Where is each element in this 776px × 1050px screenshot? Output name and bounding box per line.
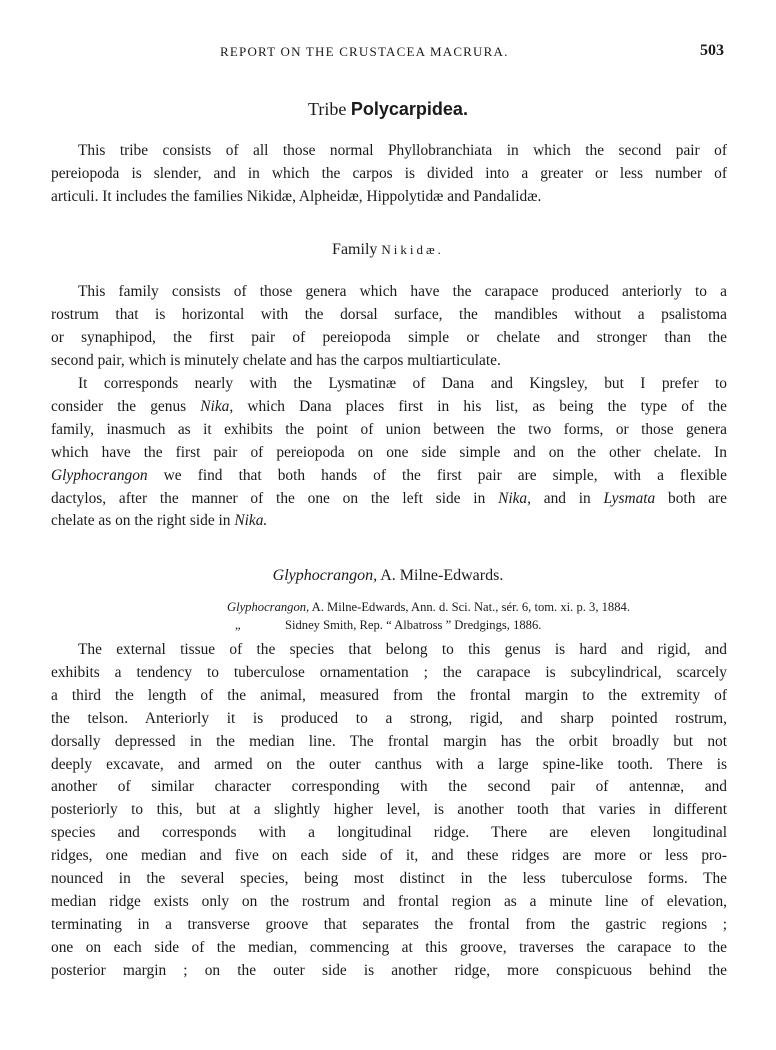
text-line: second pair, which is minutely chelate and has the carpos multiarticulate.: [51, 351, 501, 369]
genus-name-italic: Glyphocrangon: [51, 466, 148, 484]
text-line: another of similar character corresponding with the second pair of antennæ, and: [51, 778, 727, 796]
running-head: [0, 44, 776, 64]
family-heading: [0, 241, 776, 259]
text-line: articuli. It includes the families Nikidæ, Alpheidæ, Hippolytidæ and Pandalidæ.: [51, 187, 542, 205]
text-line: It corresponds nearly with the Lysmatinæ of Dana and Kingsley, but I prefer to: [78, 375, 727, 392]
tribe-heading: [0, 99, 776, 120]
reference-entry: Glyphocrangon, A. Milne-Edwards, Ann. d. Sci. Nat., sér. 6, tom. xi. p. 3, 1884.: [227, 600, 630, 614]
text-line: rostrum that is horizontal with the dorsal surface, the mandibles without a psalistoma: [51, 305, 727, 323]
genus-heading: [0, 567, 776, 585]
text-line: the telson. Anteriorly it is produced to a strong, rigid, and sharp pointed rostrum,: [51, 709, 727, 727]
text-line: pereiopoda is slender, and in which the carpos is divided into a greater or less number of: [51, 164, 727, 182]
page-number: 503: [700, 42, 724, 59]
text-line: dorsally depressed in the median line. The frontal margin has the orbit broadly but not: [51, 732, 727, 750]
ditto-mark: „: [235, 618, 241, 632]
text-line: dactylos, after the manner of the one on the left side in Nika, and in Lysmata both are: [51, 489, 727, 507]
text-line: a third the length of the animal, measured from the frontal margin to the extremity of: [51, 686, 727, 704]
text-line: exhibits a tendency to tuberculose ornamentation ; the carapace is subcylindrical, scarcely: [51, 663, 727, 681]
text-line: family, inasmuch as it exhibits the point of union between the two forms, or those genera: [51, 420, 727, 438]
text-line: Glyphocrangon we find that both hands of the first pair are simple, with a flexible: [51, 466, 727, 484]
text-line: consider the genus Nika, which Dana places first in his list, as being the type of the: [51, 397, 727, 415]
genus-name-italic: Nika,: [200, 397, 234, 415]
text-line: The external tissue of the species that belong to this genus is hard and rigid, and: [78, 641, 727, 658]
family-heading-name: Nikidæ.: [381, 242, 444, 257]
text-line: chelate as on the right side in Nika.: [51, 512, 268, 530]
text-line: terminating in a transverse groove that separates the frontal from the gastric regions ;: [51, 915, 727, 933]
genus-name-italic: Nika,: [498, 489, 531, 507]
text-line: species and corresponds with a longitudinal ridge. There are eleven longitudinal: [51, 824, 727, 842]
genus-name-italic: Lysmata: [603, 489, 656, 507]
tribe-heading-name: Polycarpidea.: [350, 99, 468, 119]
text-line: one on each side of the median, commencing at this groove, traverses the carapace to the: [51, 938, 727, 956]
family-heading-prefix: Family: [332, 241, 378, 258]
text-line: nounced in the several species, being most distinct in the less tuberculose forms. The: [51, 870, 727, 888]
text-line: deeply excavate, and armed on the outer canthus with a large spine-like tooth. There is: [51, 755, 727, 773]
text-line: ridges, one median and five on each side of it, and these ridges are more or less pro-: [51, 847, 727, 865]
genus-paragraph: [51, 639, 727, 983]
genus-name-italic: Nika.: [234, 512, 268, 530]
text-line: posterior margin ; on the outer side is another ridge, more conspicuous behind the: [51, 961, 727, 979]
running-title: REPORT ON THE CRUSTACEA MACRURA.: [220, 44, 509, 59]
genus-heading-name: Glyphocrangon,: [272, 567, 378, 584]
text-line: posteriorly to this, but at a slightly higher level, is another tooth that varies in different: [51, 801, 727, 819]
text-line: This family consists of those genera which have the carapace produced anteriorly to a: [78, 283, 727, 300]
text-line: or synaphipod, the first pair of pereiopoda simple or chelate and stronger than the: [51, 328, 727, 346]
tribe-paragraph: [51, 140, 727, 209]
family-paragraph-1: [51, 281, 727, 373]
reference-list: [227, 598, 630, 634]
genus-heading-author: A. Milne-Edwards.: [377, 567, 504, 584]
text-line: median ridge exists only on the rostrum and frontal region as a minute line of elevation,: [51, 892, 727, 910]
text-line: This tribe consists of all those normal Phyllobranchiata in which the second pair of: [78, 142, 727, 159]
family-paragraph-2: [51, 373, 727, 533]
reference-entry: „ Sidney Smith, Rep. “ Albatross ” Dredgings, 1886.: [227, 616, 630, 634]
tribe-heading-prefix: Tribe: [308, 99, 347, 119]
text-line: which have the first pair of pereiopoda on one side simple and on the other chelate. In: [51, 443, 727, 461]
